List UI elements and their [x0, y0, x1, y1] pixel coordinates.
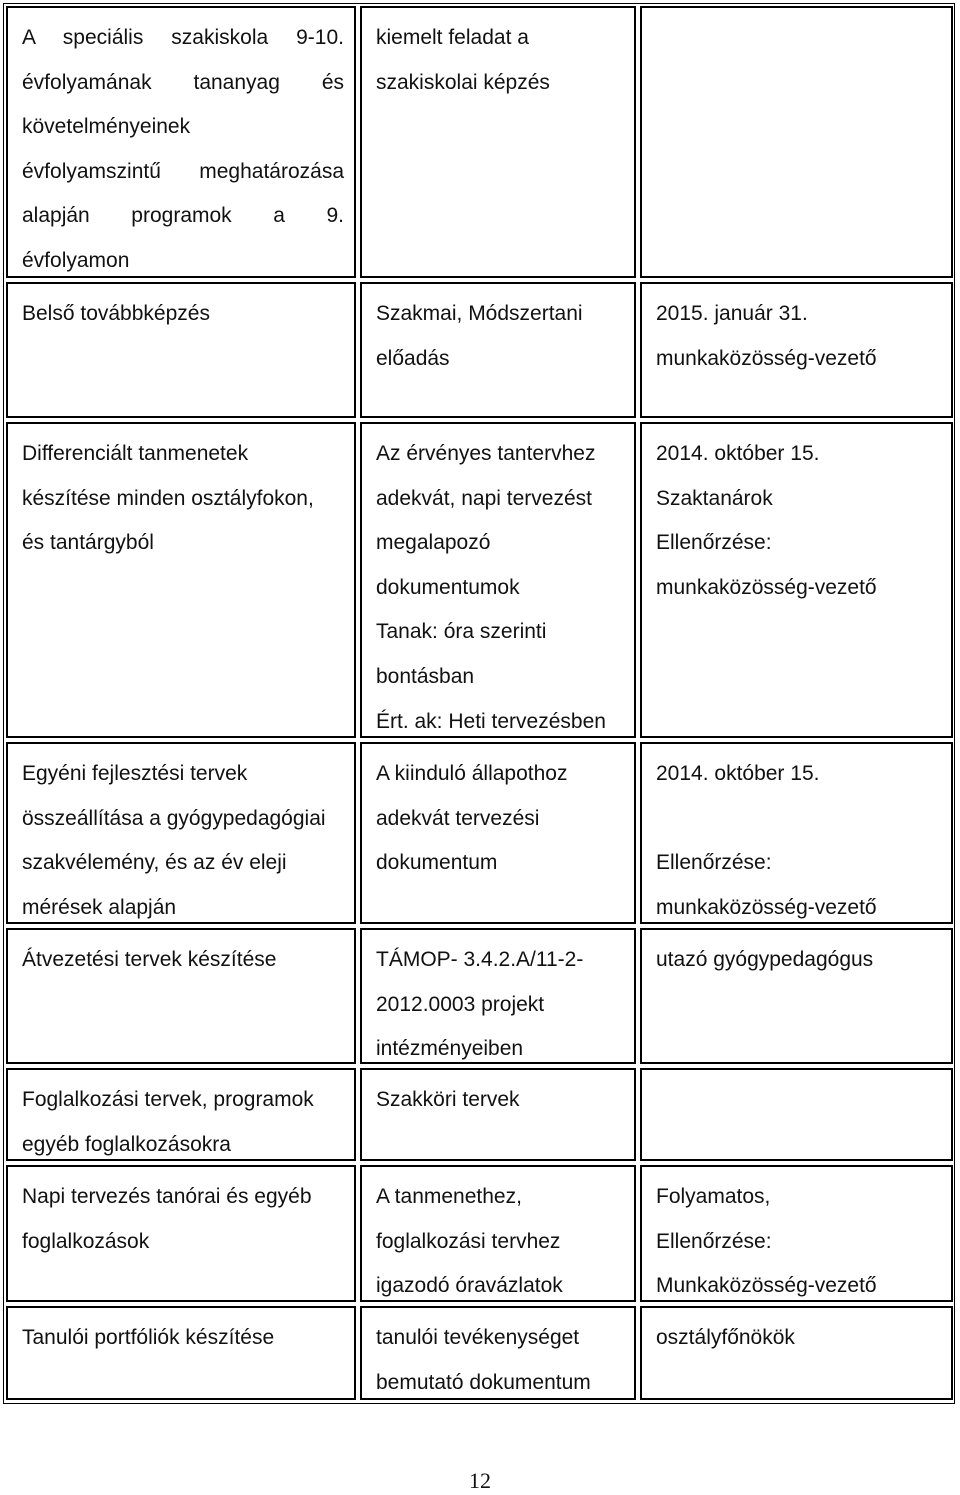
cell-text-line: készítése minden osztályfokon, — [22, 486, 314, 510]
cell-text-line: dokumentum — [376, 851, 498, 875]
cell-text-line: Ért. ak: Heti tervezésben — [376, 709, 606, 733]
cell-text-line: Folyamatos, — [656, 1185, 771, 1208]
row-7-task-cell — [6, 1165, 356, 1302]
row-8-description-cell — [360, 1306, 636, 1400]
cell-text-line: 2015. január 31. — [656, 302, 808, 325]
cell-text-line: és tantárgyból — [22, 531, 154, 555]
cell-text-line: munkaközösség-vezető — [656, 575, 877, 599]
cell-text-line: 2012.0003 projekt — [376, 992, 545, 1016]
cell-text-line: Foglalkozási tervek, programok — [22, 1088, 314, 1111]
row-3-deadline-responsible-cell — [640, 422, 953, 738]
row-8-task-cell — [6, 1306, 356, 1400]
cell-text-line: foglalkozási tervhez — [376, 1229, 561, 1253]
cell-text-line: alapján programok a 9. — [22, 204, 344, 228]
cell-text-line: Differenciált tanmenetek — [22, 442, 249, 465]
row-3-description-cell — [360, 422, 636, 738]
cell-text-line: 2014. október 15. — [656, 442, 820, 465]
cell-text-line: évfolyamszintű meghatározása — [22, 159, 344, 183]
row-1-task-cell — [6, 6, 356, 278]
cell-text-line: Szakköri tervek — [376, 1088, 520, 1111]
cell-text-line: összeállítása a gyógypedagógiai — [22, 806, 326, 830]
cell-text-line: munkaközösség-vezető — [656, 346, 877, 370]
row-5-description-cell — [360, 928, 636, 1064]
cell-text-line: bontásban — [376, 664, 475, 688]
cell-text-line: intézményeiben — [376, 1037, 524, 1061]
cell-text-line: évfolyamának tananyag és — [22, 70, 344, 94]
cell-text-line: egyéb foglalkozásokra — [22, 1132, 231, 1156]
row-4-task-cell — [6, 742, 356, 924]
cell-text-line: Belső továbbképzés — [22, 302, 210, 325]
row-1-description-cell — [360, 6, 636, 278]
row-4-description-cell — [360, 742, 636, 924]
cell-text-line: igazodó óravázlatok — [376, 1274, 563, 1298]
cell-text-line: megalapozó — [376, 531, 491, 555]
cell-text-line: kiemelt feladat a — [376, 26, 529, 49]
cell-text-line — [656, 797, 941, 842]
cell-text-line: Az érvényes tantervhez — [376, 442, 596, 465]
cell-text-line: követelményeinek — [22, 115, 191, 139]
cell-text-line: A kiinduló állapothoz — [376, 762, 568, 785]
cell-text-line: szakiskolai képzés — [376, 70, 550, 94]
row-1-deadline-responsible-cell — [640, 6, 953, 278]
page-number: 12 — [469, 1468, 491, 1493]
cell-text-line: Munkaközösség-vezető — [656, 1274, 877, 1298]
cell-text-line: Szaktanárok — [656, 486, 773, 510]
cell-text-line: adekvát tervezési — [376, 806, 540, 830]
cell-text-line: A tanmenethez, — [376, 1185, 522, 1208]
cell-text-line: osztályfőnökök — [656, 1326, 795, 1349]
row-5-task-cell — [6, 928, 356, 1064]
row-2-deadline-responsible-cell — [640, 282, 953, 418]
cell-text-line: Szakmai, Módszertani — [376, 302, 583, 325]
cell-text-line: foglalkozások — [22, 1229, 150, 1253]
row-6-deadline-responsible-cell — [640, 1068, 953, 1161]
row-7-description-cell — [360, 1165, 636, 1302]
row-6-description-cell — [360, 1068, 636, 1161]
row-2-task-cell — [6, 282, 356, 418]
cell-text-line: Átvezetési tervek készítése — [22, 948, 277, 971]
row-8-deadline-responsible-cell — [640, 1306, 953, 1400]
cell-text-line: utazó gyógypedagógus — [656, 948, 874, 971]
row-6-task-cell — [6, 1068, 356, 1161]
cell-text-line: dokumentumok — [376, 575, 520, 599]
cell-text-line: adekvát, napi tervezést — [376, 486, 592, 510]
cell-text-line: 2014. október 15. — [656, 762, 820, 785]
cell-text-line: Tanak: óra szerinti — [376, 620, 547, 644]
cell-text-line: Ellenőrzése: — [656, 1229, 772, 1253]
row-7-deadline-responsible-cell — [640, 1165, 953, 1302]
cell-text-line: szakvélemény, és az év eleji — [22, 851, 287, 875]
cell-text-line: Egyéni fejlesztési tervek — [22, 762, 248, 785]
row-5-deadline-responsible-cell — [640, 928, 953, 1064]
cell-text-line: mérések alapján — [22, 895, 177, 919]
cell-text-line: A speciális szakiskola 9-10. — [22, 26, 344, 49]
cell-text-line: TÁMOP- 3.4.2.A/11-2- — [376, 948, 584, 971]
cell-text-line: bemutató dokumentum — [376, 1370, 591, 1394]
cell-text-line: Napi tervezés tanórai és egyéb — [22, 1185, 312, 1208]
cell-text-line: tanulói tevékenységet — [376, 1326, 580, 1349]
cell-text-line: előadás — [376, 346, 450, 370]
cell-text-line: Ellenőrzése: — [656, 531, 772, 555]
cell-text-line: Tanulói portfóliók készítése — [22, 1326, 275, 1349]
row-2-description-cell — [360, 282, 636, 418]
cell-text-line: évfolyamon — [22, 248, 130, 272]
row-3-task-cell — [6, 422, 356, 738]
cell-text-line: munkaközösség-vezető — [656, 895, 877, 919]
row-4-deadline-responsible-cell — [640, 742, 953, 924]
cell-text-line: Ellenőrzése: — [656, 851, 772, 875]
